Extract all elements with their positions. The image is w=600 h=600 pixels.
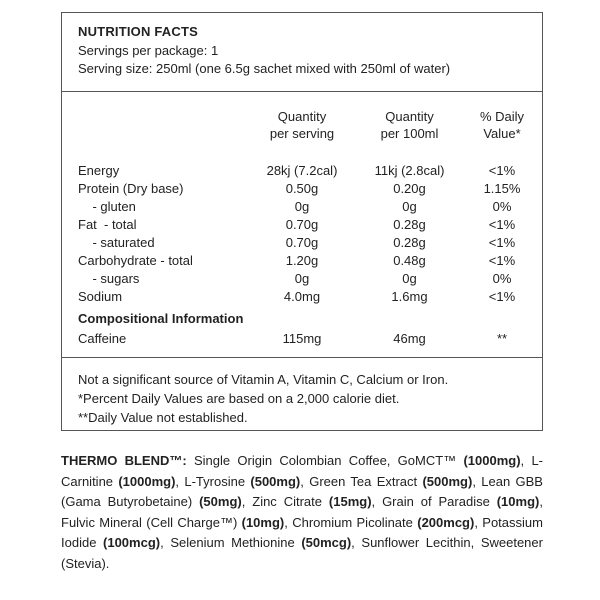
- row-label: - saturated: [78, 235, 155, 250]
- row-per-serving: 4.0mg: [283, 289, 321, 304]
- row-per-100ml: 0.48g: [393, 253, 426, 268]
- ingredient-item: Zinc Citrate (15mg),: [252, 494, 376, 509]
- ingredient-item: Fulvic Mineral (Cell Charge™) (10mg),: [61, 514, 288, 530]
- header-daily-value-line1: % Daily: [479, 109, 525, 124]
- row-label: Caffeine: [78, 331, 127, 346]
- row-per-serving: 0.70g: [285, 235, 319, 250]
- row-per-100ml: 1.6mg: [391, 289, 428, 304]
- ingredient-item: L-Carnitine (1000mg),: [61, 453, 543, 489]
- table-row: [62, 252, 542, 270]
- panel-header-section: [62, 13, 542, 91]
- compositional-info-heading: Compositional Information: [78, 311, 244, 326]
- row-per-100ml: 11kj (2.8cal): [374, 163, 445, 178]
- row-per-100ml: 0.28g: [393, 235, 426, 250]
- caffeine-row: [62, 330, 542, 348]
- row-per-serving: 0g: [294, 199, 310, 214]
- row-per-100ml: 46mg: [393, 331, 426, 346]
- nutrition-facts-panel: [61, 12, 543, 431]
- ingredient-item: Grain of Paradise (10mg),: [382, 494, 543, 509]
- ingredient-item: Green Tea Extract (500mg),: [309, 473, 476, 489]
- ingredient-item: Selenium Methionine (50mcg),: [170, 535, 355, 550]
- footnote: *Percent Daily Values are based on a 2,000 calorie diet.: [78, 391, 400, 406]
- row-per-100ml: 0.28g: [393, 217, 426, 232]
- ingredient-item: Single Origin Colombian Coffee, GoMCT™ (1000mg),: [193, 453, 525, 468]
- row-per-serving: 28kj (7.2cal): [266, 163, 338, 178]
- row-per-serving: 115mg: [282, 331, 322, 346]
- serving-size: Serving size: 250ml (one 6.5g sachet mixed with 250ml of water): [78, 61, 451, 76]
- header-per-100ml: [352, 108, 467, 142]
- row-daily-value: **: [496, 331, 508, 346]
- ingredient-item: Sunflower Lecithin, Sweetener (Stevia).: [61, 535, 543, 571]
- footnote: **Daily Value not established.: [78, 410, 248, 425]
- blend-title: THERMO BLEND™:: [61, 453, 187, 468]
- panel-title: NUTRITION FACTS: [78, 24, 198, 39]
- thermo-blend-ingredients: [61, 451, 543, 574]
- table-row: [62, 288, 542, 306]
- row-daily-value: 1.15%: [483, 181, 521, 196]
- footnotes-section: [62, 357, 542, 433]
- servings-per-package: Servings per package: 1: [78, 43, 219, 58]
- row-label: Sodium: [78, 289, 123, 304]
- row-per-serving: 0.70g: [285, 217, 319, 232]
- table-row: [62, 198, 542, 216]
- row-label: Carbohydrate - total: [78, 253, 193, 268]
- row-label: Energy: [78, 163, 120, 178]
- ingredient-item: Chromium Picolinate (200mcg),: [292, 514, 478, 530]
- ingredient-item: Lean GBB (Gama Butyrobetaine) (50mg),: [61, 473, 543, 509]
- header-per-100ml-line2: per 100ml: [380, 126, 439, 141]
- row-per-serving: 1.20g: [285, 253, 319, 268]
- row-daily-value: <1%: [488, 289, 516, 304]
- nutrient-table-section: [62, 91, 542, 358]
- header-per-serving: [252, 108, 352, 142]
- row-label: Protein (Dry base): [78, 181, 184, 196]
- header-daily-value-line2: Value*: [483, 126, 521, 141]
- row-per-100ml: 0g: [402, 199, 417, 214]
- row-per-100ml: 0g: [402, 271, 417, 286]
- row-label: - sugars: [78, 271, 140, 286]
- header-per-serving-line2: per serving: [269, 126, 335, 141]
- table-row: [62, 234, 542, 252]
- row-daily-value: <1%: [488, 253, 516, 268]
- table-row: [62, 216, 542, 234]
- row-label: Fat - total: [78, 217, 137, 232]
- header-per-serving-line1: Quantity: [277, 109, 327, 124]
- ingredient-item: L-Tyrosine (500mg),: [184, 473, 304, 489]
- header-daily-value: [472, 108, 532, 142]
- table-row: [62, 180, 542, 198]
- row-label: - gluten: [78, 199, 136, 214]
- footnote: Not a significant source of Vitamin A, Vitamin C, Calcium or Iron.: [78, 372, 449, 387]
- row-daily-value: <1%: [488, 217, 516, 232]
- row-per-100ml: 0.20g: [393, 181, 426, 196]
- row-daily-value: 0%: [492, 199, 512, 214]
- ingredient-item: Potassium Iodide (100mcg),: [61, 514, 543, 550]
- table-row: [62, 270, 542, 288]
- table-row: [62, 162, 542, 180]
- row-daily-value: 0%: [492, 271, 512, 286]
- header-per-100ml-line1: Quantity: [385, 109, 434, 124]
- row-daily-value: <1%: [488, 163, 516, 178]
- row-per-serving: 0g: [294, 271, 310, 286]
- row-daily-value: <1%: [488, 235, 516, 250]
- row-per-serving: 0.50g: [285, 181, 319, 196]
